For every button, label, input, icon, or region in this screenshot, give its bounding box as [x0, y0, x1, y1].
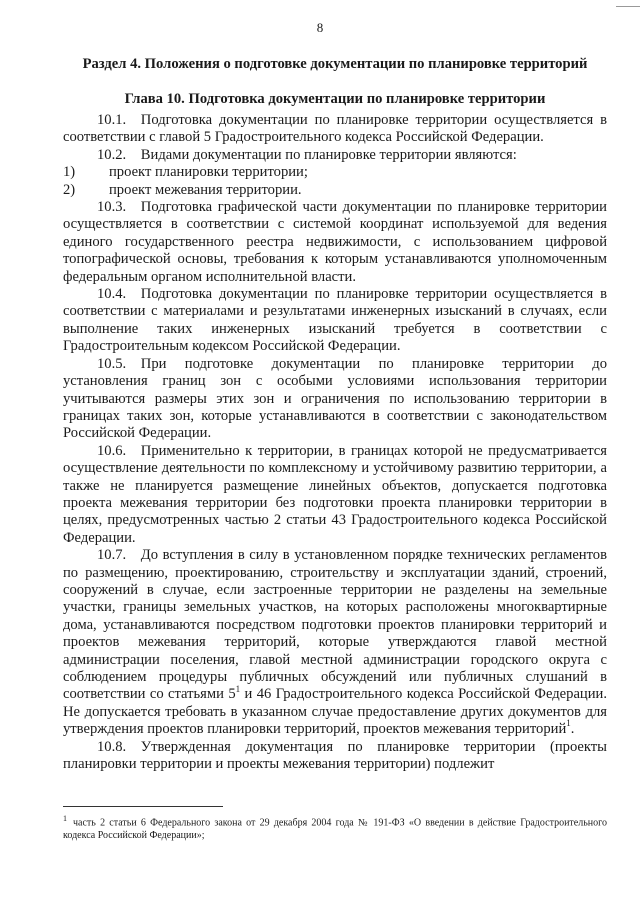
paragraph-10-8: 10.8. Утвержденная документация по планировке территории (проекты планировки территории и проекты межевания территории) подлежит: [63, 738, 607, 773]
footnote: [63, 812, 607, 842]
paragraph-10-3: 10.3. Подготовка графической части документации по планировке территории осуществляется в соответствии с системой координат используемой для ведения единого государственного реестра недвижимости, с использованием цифровой топографической основы, требования к которым устанавливаются уполномоченным федеральным органом исполнительной власти.: [63, 199, 607, 285]
list-item: [63, 182, 607, 199]
page-number: 8: [316, 20, 324, 35]
footnote-divider: [63, 806, 223, 807]
paragraph-10-5: 10.5. При подготовке документации по планировке территории до установления границ зон с особыми условиями использования территории учитываются размеры этих зон и ограничения по использованию территории в границах таких зон, которые устанавливаются в соответствии с законодательством Российской Федерации.: [63, 355, 607, 442]
footnote-ref[interactable]: 1: [235, 683, 241, 694]
paragraph-10-6: 10.6. Применительно к территории, в границах которой не предусматривается осуществление деятельности по комплексному и устойчивому развитию территории, а также не планируется размещение линейных объектов, допускается подготовка проекта межевания территории без подготовки проекта планировки территории в целях, предусмотренных частью 2 статьи 43 Градостроительного кодекса Российской Федерации.: [63, 442, 607, 546]
paragraph-10-1: 10.1. Подготовка документации по планировке территории осуществляется в соответствии с главой 5 Градостроительного кодекса Российской Федерации.: [63, 112, 607, 146]
footnote-mark: 1: [63, 814, 67, 823]
paragraph-10-4: 10.4. Подготовка документации по планировке территории осуществляется в соответствии с материалами и результатами инженерных изысканий в случаях, если выполнение таких инженерных изысканий требуется в соответствии с Градостроительным кодексом Российской Федерации.: [63, 286, 607, 355]
document-body: [63, 112, 607, 773]
list-item-text: проект планировки территории;: [109, 164, 308, 181]
chapter-title: Глава 10. Подготовка документации по планировке территории: [124, 91, 546, 107]
list-item-number: 2): [63, 181, 76, 198]
footnote-ref[interactable]: 1: [566, 718, 571, 729]
list-item: [63, 164, 607, 181]
list-item-number: 1): [63, 164, 76, 181]
paragraph-10-7: [63, 547, 607, 738]
list-item-text: проект межевания территории.: [109, 181, 302, 198]
paragraph-10-2: 10.2. Видами документации по планировке территории являются:: [97, 146, 517, 163]
footnote-text: часть 2 статьи 6 Федерального закона от 29 декабря 2004 года № 191-ФЗ «О введении в действие Градостроительного кодекса Российской Федерации»;: [63, 817, 607, 842]
paragraph-10-7-part1: 10.7. До вступления в силу в установленном порядке технических регламентов по размещению, проектированию, строительству и эксплуатации зданий, строений, сооружений в случае, если застроенные территории не разделены на земельные участки, границы земельных участков, на которых расположены многоквартирные дома, устанавливаются посредством подготовки проектов планировки территорий и проектов межевания территорий, которые утверждаются главой местной администрации поселения, главой местной администрации городского округа с соблюдением процедуры публичных обсуждений или публичных слушаний в соответствии со статьями 5: [63, 547, 607, 703]
paragraph-10-7-part3: .: [570, 721, 575, 738]
paragraph-10-7-part2: и 46 Градостроительного кодекса Российской Федерации. Не допускается требовать в указанном случае предоставление других документов для утверждения проектов планировки территорий, проектов межевания территорий: [63, 686, 608, 738]
scan-corner-mark: [616, 0, 640, 7]
section-title: Раздел 4. Положения о подготовке документации по планировке территорий: [82, 56, 588, 72]
